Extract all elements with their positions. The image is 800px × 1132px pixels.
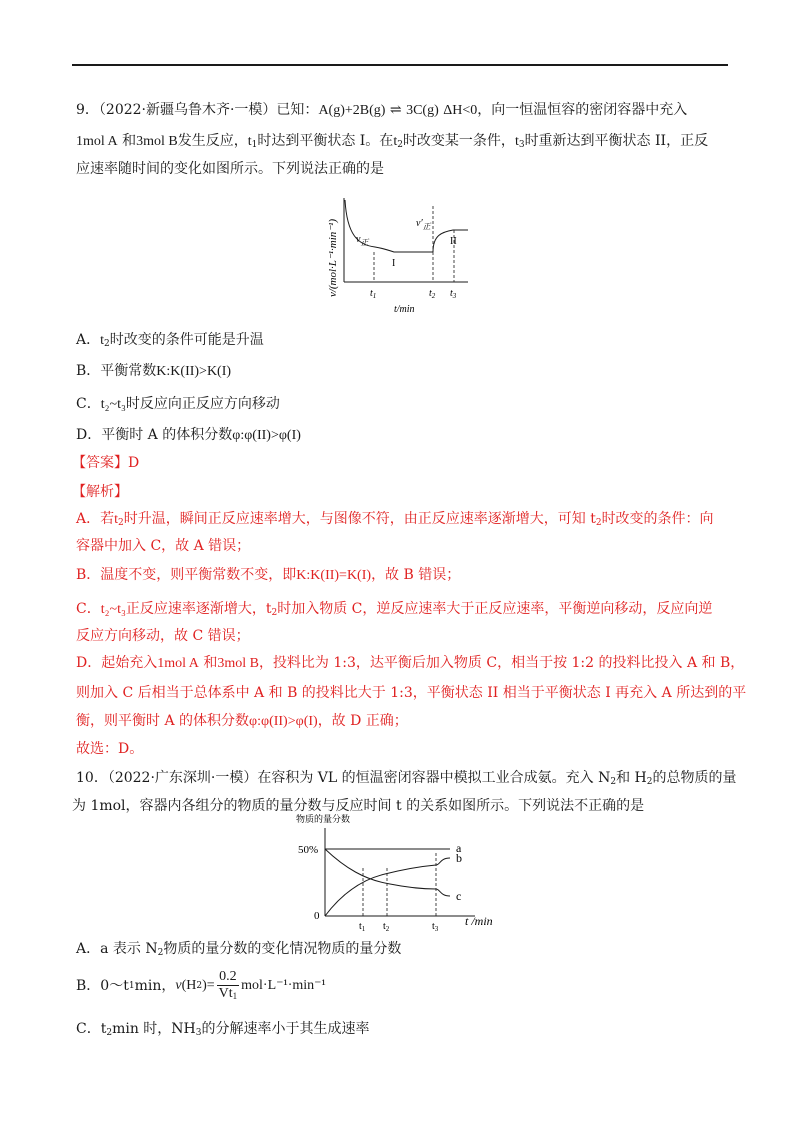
q9-amount-b: 3mol B — [136, 134, 178, 149]
analysis-text: 正反应速率逐渐增大，t — [125, 601, 272, 617]
q10-figure-xlabel: t /min — [465, 914, 493, 928]
option-text: C．t — [76, 1021, 107, 1037]
q9-equation-left: A(g)+2B(g) — [318, 103, 386, 118]
option-label: C． — [76, 396, 101, 412]
rate-fraction — [217, 969, 240, 1004]
q9-option-D — [76, 425, 301, 446]
var-sub: 2 — [118, 518, 124, 528]
analysis-text: 时加入物质 C，逆反应速率大于正反应速率，平衡逆向移动，反应向逆 — [277, 601, 713, 617]
q9-and: 和 — [122, 133, 137, 149]
analysis-expr: 1mol A — [157, 656, 199, 671]
var-t: t — [114, 512, 119, 527]
q9-stem-line2 — [76, 131, 708, 155]
fraction-denominator — [217, 986, 240, 1004]
header-rule — [72, 64, 728, 66]
q9-label-v-forward-prime: $v'_正$ — [416, 218, 431, 231]
analysis-expr: 3mol B — [217, 656, 259, 671]
q9-t3: t — [514, 134, 519, 149]
q9-rate-time-figure — [320, 190, 485, 320]
q9-t1-sub: 1 — [251, 140, 258, 150]
analysis-text: 衡，则平衡时 A 的体积分数 — [76, 713, 250, 729]
q10-figure-ylabel: 物质的量分数 — [296, 814, 351, 824]
q10-text: 的总物质的量 — [652, 770, 737, 786]
q9-option-C — [76, 394, 280, 415]
q10-stem-line2: 为 1mol，容器内各组分的物质的量分数与反应时间 t 的关系如图所示。下列说法不正确的是 — [72, 798, 645, 814]
q10-tick-0: 0 — [314, 910, 320, 922]
den-text: Vt — [218, 985, 233, 1001]
q9-stem-line1 — [76, 100, 687, 121]
option-text: 物质的量分数的变化情况物质的量分数 — [163, 941, 402, 957]
q10-tick-t2: $t_2$ — [383, 921, 390, 933]
q10-option-B — [76, 964, 326, 1008]
q10-curve-c — [325, 849, 450, 896]
var-sub: 2 — [104, 339, 110, 349]
analysis-text: C． — [76, 601, 101, 617]
q9-t2: t — [393, 134, 398, 149]
option-text: min 时，NH — [112, 1021, 196, 1037]
analysis-text: ，故 D 正确； — [317, 713, 408, 729]
q9-t2-sub: 2 — [397, 140, 403, 150]
q9-option-A — [76, 330, 264, 354]
analysis-expr: t₂~t₃ — [100, 602, 126, 617]
q9-analysis-B — [76, 565, 460, 586]
q9-analysis-title: 【解析】 — [72, 484, 128, 500]
analysis-text: 时改变的条件：向 — [601, 511, 714, 527]
q10-tick-t1: $t_1$ — [359, 921, 366, 933]
q10-text: 10．（2022·广东深圳·一模）在容积为 VL 的恒温密闭容器中模拟工业合成氨。充入 N — [76, 770, 611, 786]
formula: (H — [181, 978, 197, 993]
analysis-expr: K:K(II)=K(I) — [296, 568, 372, 583]
var-sub: 2 — [271, 608, 278, 618]
option-label: D．平衡时 A 的体积分数 — [76, 427, 233, 443]
q10-stem-line1 — [76, 768, 737, 792]
q10-option-A — [76, 939, 401, 963]
q9-figure-ylabel: v/(mol·L⁻¹·min⁻¹) — [327, 218, 339, 298]
q9-tick-t2: $t_2$ — [429, 288, 436, 300]
analysis-text: A．若 — [76, 511, 115, 527]
var-sub: 2 — [595, 518, 602, 528]
q9-answer: 【答案】D — [72, 455, 140, 471]
formula: )= — [202, 978, 215, 993]
q10-label-a: a — [456, 841, 462, 855]
var-sub: 1 — [128, 981, 135, 991]
option-text: B．0～t — [76, 978, 129, 994]
var-sub: 2 — [106, 1028, 113, 1038]
analysis-text: ，故 B 错误； — [371, 567, 461, 583]
rate-unit: mol·L⁻¹·min⁻¹ — [241, 978, 326, 993]
q9-t3-sub: 3 — [518, 140, 525, 150]
q9-analysis-C-line1 — [76, 599, 712, 623]
q9-label-state-I: I — [392, 258, 396, 269]
analysis-text: B．温度不变，则平衡常数不变，即 — [76, 567, 297, 583]
q9-text: 时重新达到平衡状态 II，正反 — [524, 133, 709, 149]
q10-option-C — [76, 1019, 370, 1043]
analysis-text: 时升温，瞬间正反应速率增大，与图像不符，由正反应速率逐渐增大，可知 t — [123, 511, 596, 527]
option-expr: φ:φ(II)>φ(I) — [232, 428, 301, 443]
var-sub: 3 — [195, 1028, 202, 1038]
q9-analysis-C-line2: 反应方向移动，故 C 错误； — [76, 628, 250, 644]
q9-label-state-II: II — [450, 236, 457, 247]
var-sub: 2 — [610, 777, 617, 787]
option-text: 的分解速率小于其生成速率 — [201, 1021, 370, 1037]
fraction-numerator: 0.2 — [217, 969, 240, 986]
analysis-text: ，投料比为 1:3，达平衡后加入物质 C，相当于按 1:2 的投料比投入 A 和 B， — [258, 655, 745, 671]
q9-analysis-A-line2: 容器中加入 C，故 A 错误； — [76, 538, 251, 554]
q9-t1: t — [247, 134, 252, 149]
var-sub: 2 — [646, 777, 653, 787]
q9-text: 发生反应， — [177, 133, 248, 149]
q9-text: 时达到平衡状态 I。在 — [257, 133, 394, 149]
q9-source: 9．（2022·新疆乌鲁木齐·一模）已知： — [76, 102, 319, 118]
q9-figure-xlabel: t/min — [394, 304, 415, 315]
option-expr: K:K(II)>K(I) — [156, 364, 232, 379]
var-v: v — [175, 978, 182, 993]
var-sub: 2 — [196, 981, 203, 991]
q10-label-c: c — [456, 889, 462, 903]
option-text: min， — [134, 978, 176, 994]
analysis-text: 和 — [203, 655, 218, 671]
q9-tick-t3: $t_3$ — [450, 288, 457, 300]
var-sub: 2 — [157, 948, 164, 958]
q9-stem-line3: 应速率随时间的变化如图所示。下列说法正确的是 — [76, 161, 384, 177]
option-expr: t₂~t₃ — [100, 397, 126, 412]
equilibrium-arrow-icon: ⇌ — [389, 102, 402, 118]
q9-text: 时改变某一条件， — [402, 133, 515, 149]
q10-tick-t3: $t_3$ — [432, 921, 439, 933]
q9-analysis-D-line2: 则加入 C 后相当于总体系中 A 和 B 的投料比大于 1:3，平衡状态 II 相当于平衡状态 I 再充入 A 所达到的平 — [76, 685, 747, 701]
analysis-expr: φ:φ(II)>φ(I) — [249, 714, 318, 729]
analysis-text: D．起始充入 — [76, 655, 158, 671]
q9-amount-a: 1mol A — [76, 134, 118, 149]
q10-text: 和 H — [616, 770, 647, 786]
option-text: 时改变的条件可能是升温 — [109, 332, 264, 348]
var-sub: 1 — [232, 990, 238, 1001]
q9-conclusion: 故选：D。 — [76, 741, 144, 757]
option-label: A． — [76, 332, 101, 348]
option-text: A．a 表示 N — [76, 941, 158, 957]
q9-analysis-D-line1 — [76, 653, 744, 674]
option-label: B．平衡常数 — [76, 363, 157, 379]
q9-label-v-forward: $v_正$ — [356, 234, 369, 247]
q10-curve-b — [325, 858, 450, 916]
q9-analysis-A-line1 — [76, 509, 714, 533]
q9-enthalpy: ΔH<0 — [443, 103, 478, 118]
option-text: 时反应向正反应方向移动 — [125, 396, 280, 412]
q9-stem-text: ，向一恒温恒容的密闭容器中充入 — [477, 102, 688, 118]
var-t: t — [100, 333, 105, 348]
q10-tick-50: 50% — [298, 844, 319, 856]
q9-tick-t1: $t_1$ — [370, 288, 377, 300]
q9-analysis-D-line3 — [76, 711, 408, 732]
q10-mole-fraction-figure — [290, 808, 510, 936]
q9-equation-right: 3C(g) — [406, 103, 439, 118]
q10-label-b: b — [456, 851, 462, 865]
q9-option-B — [76, 361, 231, 382]
